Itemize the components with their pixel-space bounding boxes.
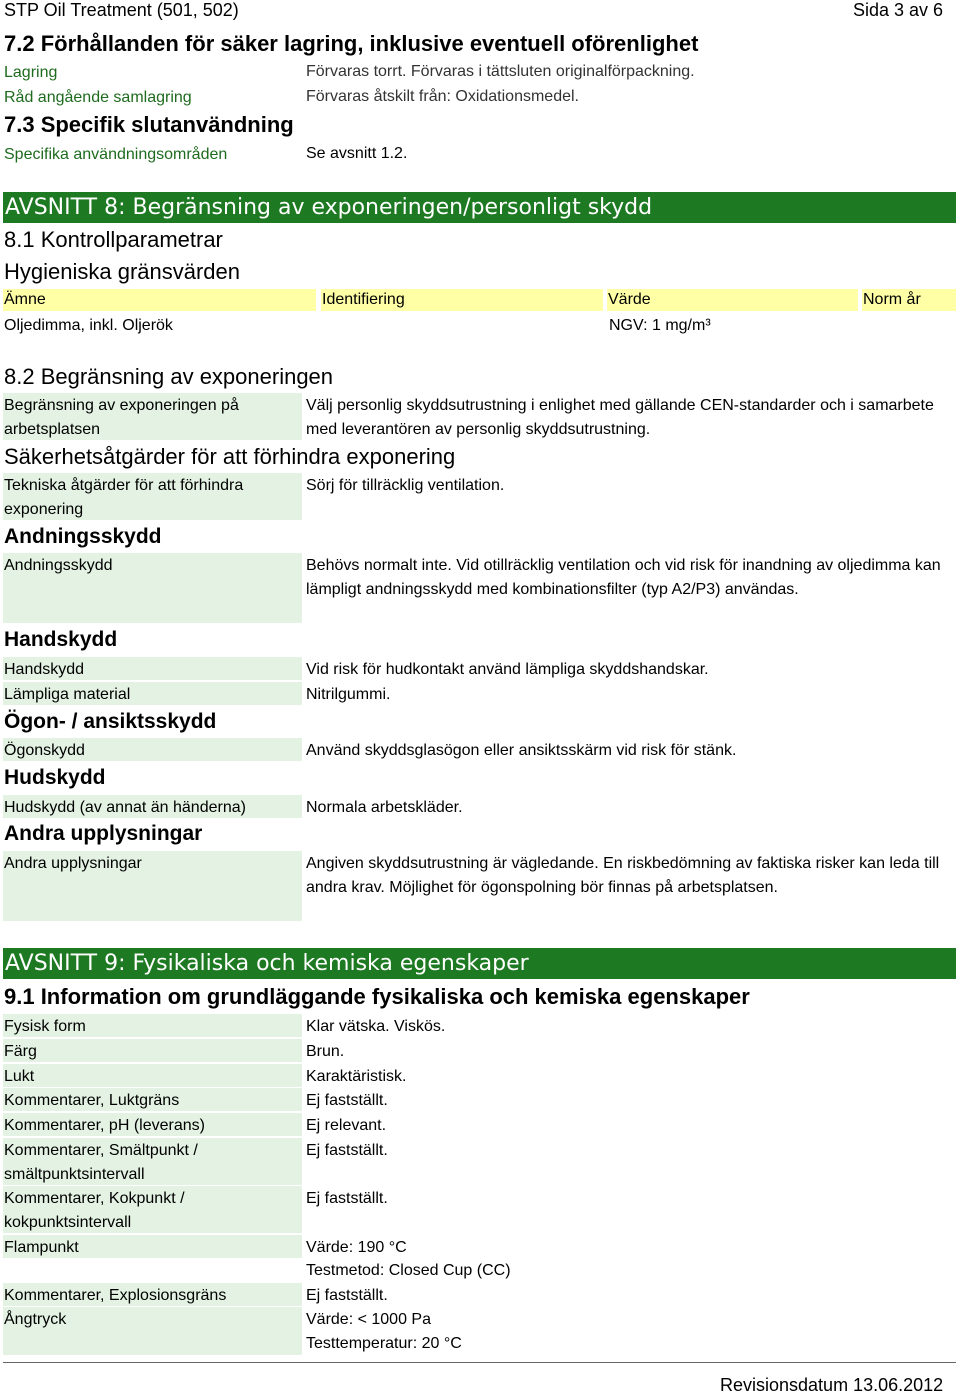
- section-8-1-title: 8.1 Kontrollparametrar: [4, 227, 223, 252]
- handskydd-title: Handskydd: [4, 628, 118, 651]
- section-7-2-title: 7.2 Förhållanden för säker lagring, inklusive eventuell oförenlighet: [4, 31, 699, 56]
- table-cell-amne: Oljedimma, inkl. Oljerök: [4, 317, 173, 334]
- section-8-band: AVSNITT 8: Begränsning av exponeringen/personligt skydd: [3, 192, 956, 223]
- value-lagring: Förvaras torrt. Förvaras i tättsluten originalförpackning.: [306, 63, 695, 80]
- revision-date: Revisionsdatum 13.06.2012: [720, 1375, 944, 1395]
- value-smaltpunkt: Ej fastställt.: [306, 1142, 388, 1159]
- value-kokpunkt: Ej fastställt.: [306, 1190, 388, 1207]
- value-angtryck-testtemperatur: Testtemperatur: 20 °C: [306, 1335, 462, 1352]
- value-andningsskydd: Behövs normalt inte. Vid otillräcklig ventilation och vid risk för inandning av oljedimma kan lämpligt andningsskydd med kombinationsfilter (typ A2/P3) användas.: [306, 557, 941, 598]
- table-cell-varde: NGV: 1 mg/m³: [609, 317, 711, 334]
- label-andningsskydd: Andningsskydd: [3, 553, 302, 623]
- value-flampunkt-testmetod: Testmetod: Closed Cup (CC): [306, 1262, 511, 1279]
- ogonskydd-title: Ögon- / ansiktsskydd: [4, 710, 217, 733]
- section-7-3-title: 7.3 Specifik slutanvändning: [4, 112, 294, 137]
- label-anvandningsomraden: Specifika användningsområden: [4, 146, 228, 163]
- label-lagring: Lagring: [4, 64, 58, 81]
- sakerhetsatgarder-title: Säkerhetsåtgärder för att förhindra exponering: [4, 444, 456, 469]
- value-ogonskydd: Använd skyddsglasögon eller ansiktsskärm vid risk för stänk.: [306, 742, 737, 759]
- document-title: STP Oil Treatment (501, 502): [4, 0, 239, 20]
- page-number: Sida 3 av 6: [853, 0, 944, 20]
- value-explosionsgrans: Ej fastställt.: [306, 1287, 388, 1304]
- hygieniska-title: Hygieniska gränsvärden: [4, 259, 241, 284]
- label-tekniska-atgarder: Tekniska åtgärder för att förhindra exponering: [3, 473, 302, 520]
- section-9-band: AVSNITT 9: Fysikaliska och kemiska egenskaper: [3, 948, 956, 979]
- andra-upplysningar-title: Andra upplysningar: [4, 822, 203, 845]
- table-header-varde: Värde: [607, 289, 858, 311]
- label-luktgrans: Kommentarer, Luktgräns: [3, 1088, 302, 1111]
- value-handskydd: Vid risk för hudkontakt använd lämpliga skyddshandskar.: [306, 661, 709, 678]
- value-tekniska-atgarder: Sörj för tillräcklig ventilation.: [306, 477, 505, 494]
- label-samlagring: Råd angående samlagring: [4, 89, 192, 106]
- value-samlagring: Förvaras åtskilt från: Oxidationsmedel.: [306, 88, 579, 105]
- label-arbetsplatsen: Begränsning av exponeringen på arbetsplatsen: [3, 393, 302, 440]
- hudskydd-title: Hudskydd: [4, 766, 106, 789]
- value-anvandningsomraden: Se avsnitt 1.2.: [306, 145, 408, 162]
- value-lampliga-material: Nitrilgummi.: [306, 686, 391, 703]
- andningsskydd-title: Andningsskydd: [4, 525, 162, 548]
- label-ogonskydd: Ögonskydd: [3, 738, 302, 761]
- label-ph: Kommentarer, pH (leverans): [3, 1113, 302, 1136]
- value-arbetsplatsen: Välj personlig skyddsutrustning i enlighet med gällande CEN-standarder och i samarbete med leverantören av personlig skyddsutrustning.: [306, 397, 934, 438]
- label-lampliga-material: Lämpliga material: [3, 682, 302, 705]
- value-flampunkt: Värde: 190 °C: [306, 1239, 407, 1256]
- value-andra-upplysningar: Angiven skyddsutrustning är vägledande. En riskbedömning av faktiska risker kan leda till andra krav. Möjlighet för ögonspolning bör finnas på arbetsplatsen.: [306, 855, 940, 896]
- section-9-1-title: 9.1 Information om grundläggande fysikaliska och kemiska egenskaper: [4, 984, 750, 1009]
- table-header-amne: Ämne: [3, 289, 316, 311]
- section-8-2-title: 8.2 Begränsning av exponeringen: [4, 364, 334, 389]
- table-header-identifiering: Identifiering: [321, 289, 603, 311]
- value-fysisk-form: Klar vätska. Viskös.: [306, 1018, 446, 1035]
- label-smaltpunkt: Kommentarer, Smältpunkt / smältpunktsintervall: [3, 1138, 302, 1185]
- label-handskydd: Handskydd: [3, 657, 302, 680]
- label-andra-upplysningar: Andra upplysningar: [3, 851, 302, 921]
- value-angtryck: Värde: < 1000 Pa: [306, 1311, 431, 1328]
- label-fysisk-form: Fysisk form: [3, 1014, 302, 1037]
- value-lukt: Karaktäristisk.: [306, 1068, 407, 1085]
- value-hudskydd: Normala arbetskläder.: [306, 799, 463, 816]
- footer-divider: [3, 1362, 956, 1363]
- label-farg: Färg: [3, 1039, 302, 1062]
- label-kokpunkt: Kommentarer, Kokpunkt / kokpunktsintervall: [3, 1186, 302, 1233]
- label-flampunkt: Flampunkt: [3, 1235, 302, 1258]
- label-explosionsgrans: Kommentarer, Explosionsgräns: [3, 1283, 302, 1306]
- table-header-norm-ar: Norm år: [862, 289, 956, 311]
- value-ph: Ej relevant.: [306, 1117, 387, 1134]
- value-farg: Brun.: [306, 1043, 345, 1060]
- label-angtryck: Ångtryck: [3, 1307, 302, 1355]
- label-lukt: Lukt: [3, 1064, 302, 1087]
- label-hudskydd: Hudskydd (av annat än händerna): [3, 795, 302, 818]
- value-luktgrans: Ej fastställt.: [306, 1092, 388, 1109]
